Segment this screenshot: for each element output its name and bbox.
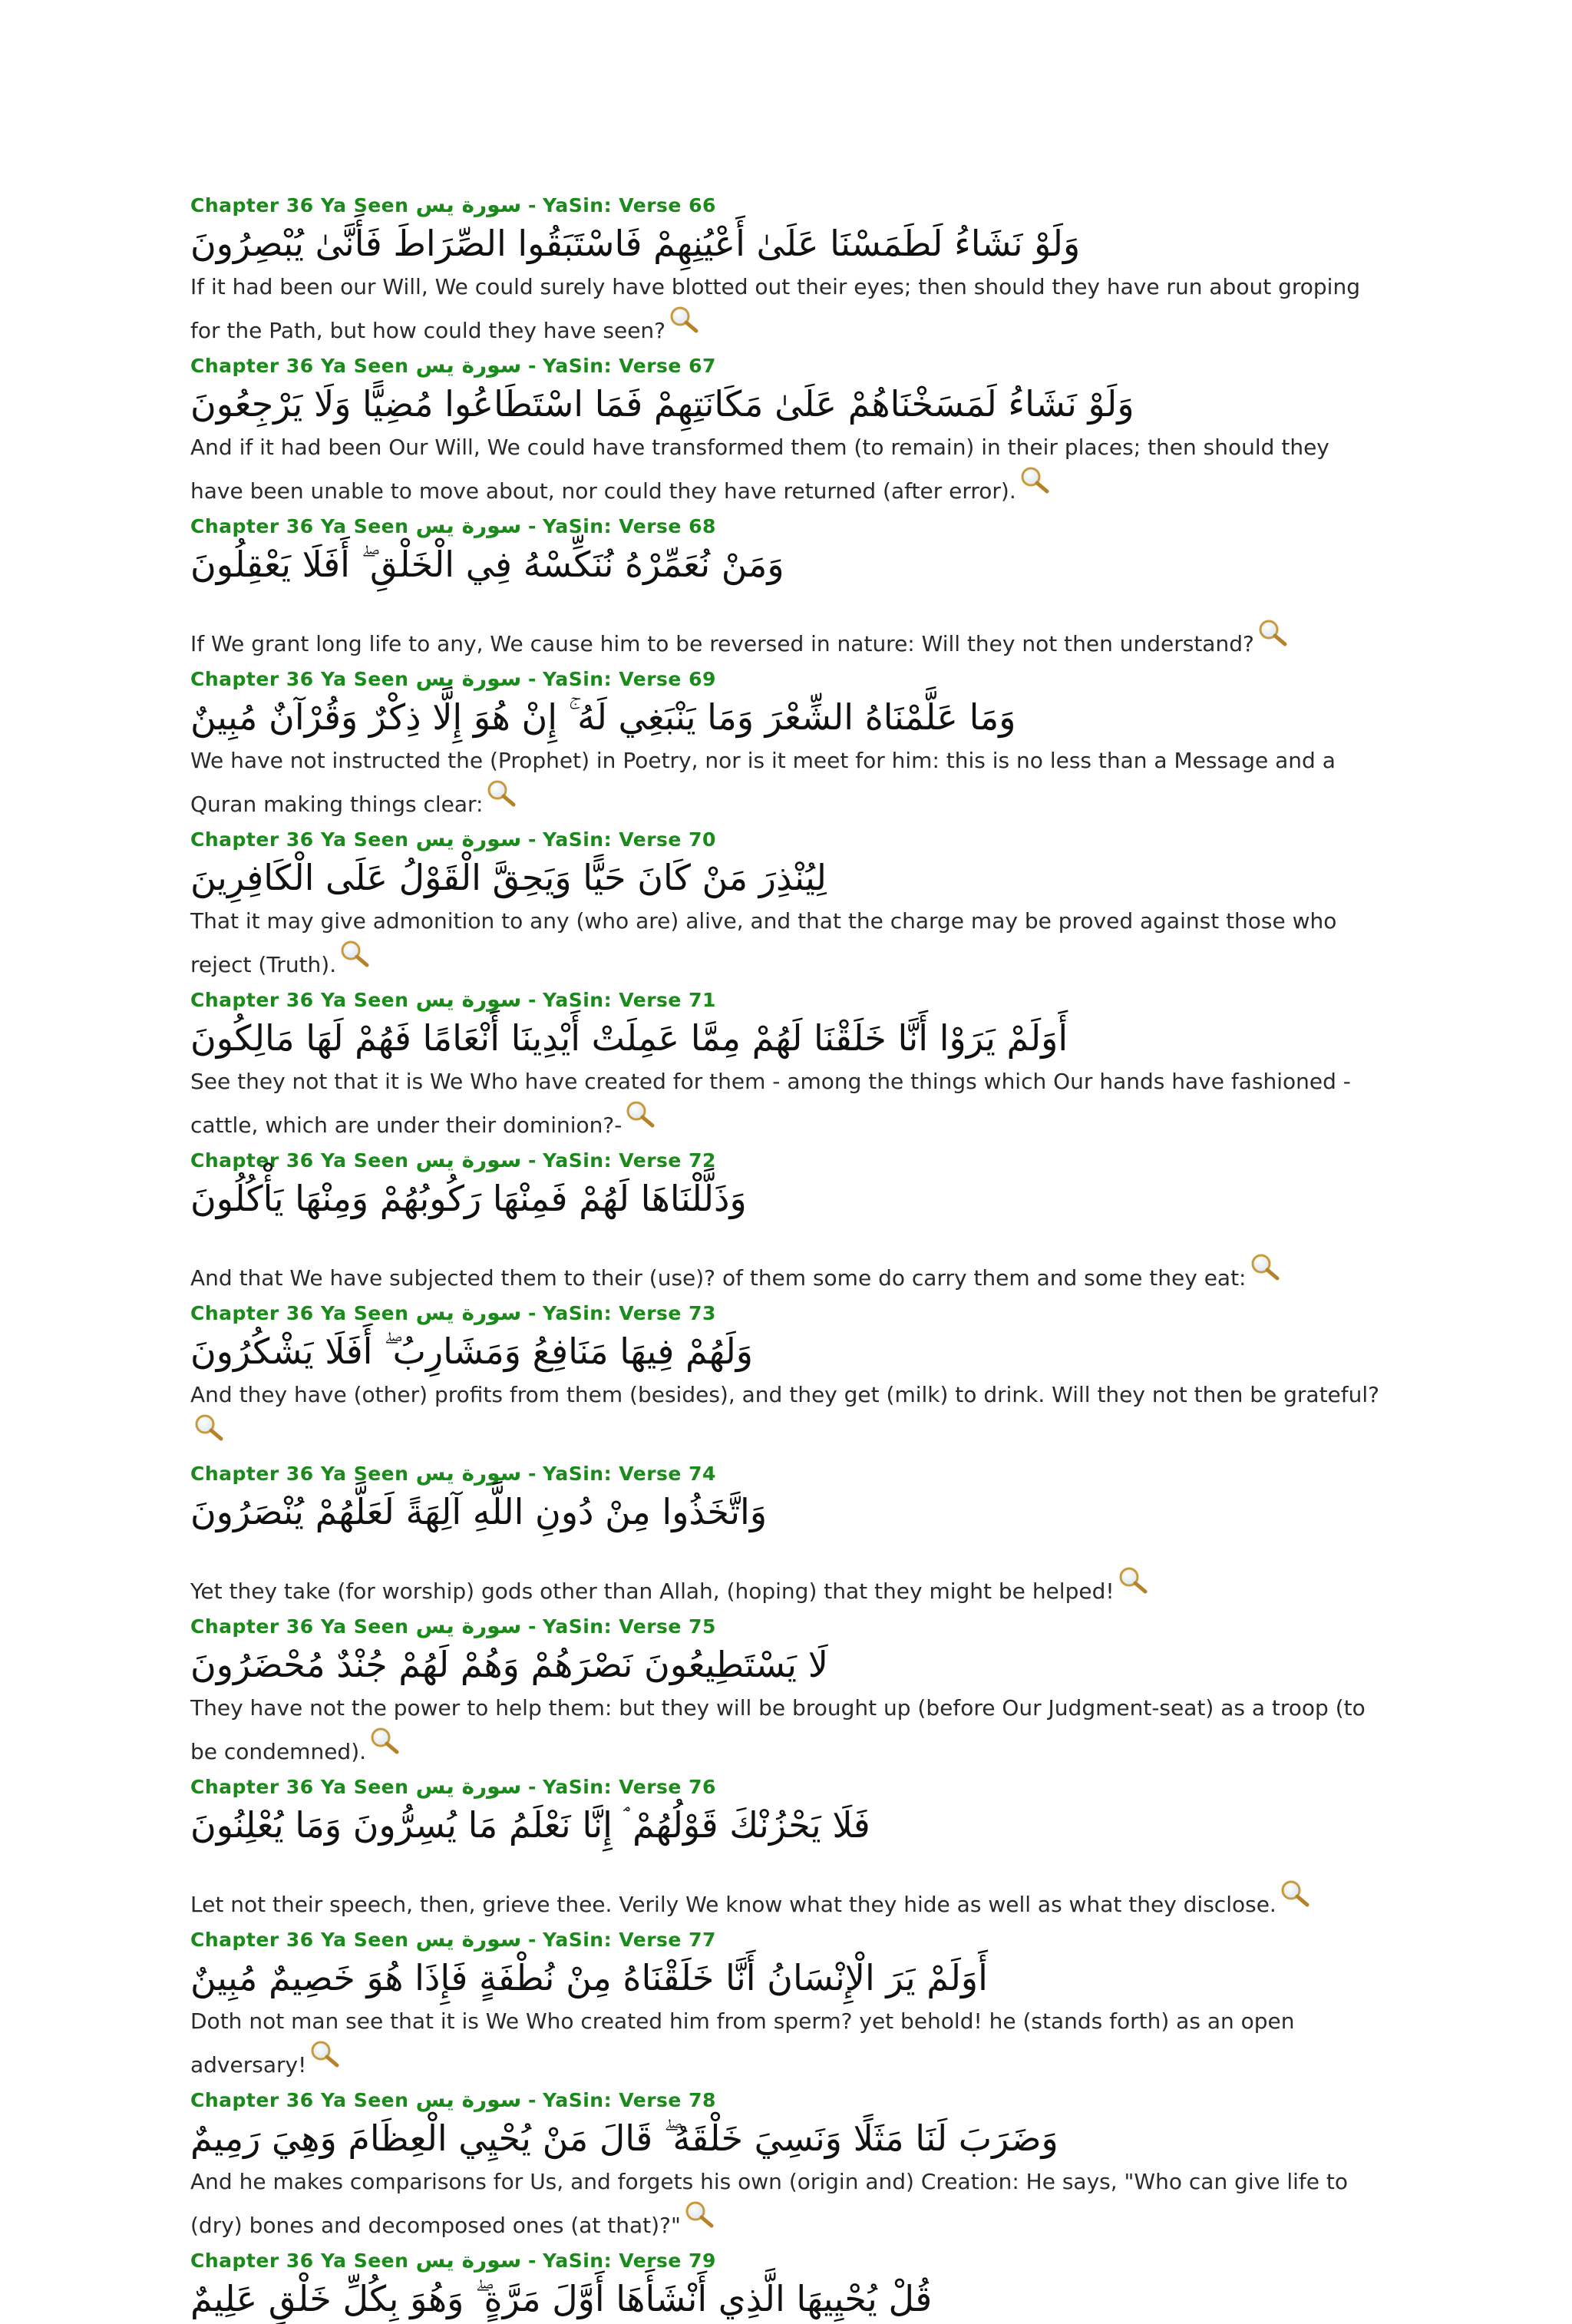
verse-list <box>190 192 1388 2324</box>
arabic-verse-text: أَوَلَمْ يَرَوْا أَنَّا خَلَقْنَا لَهُمْ مِمَّا عَمِلَتْ أَيْدِينَا أَنْعَامًا فَهُمْ لَهَا مَالِكُونَ <box>190 1017 1068 1059</box>
arabic-verse-text: وَلَوْ نَشَاءُ لَمَسَخْنَاهُمْ عَلَىٰ مَكَانَتِهِمْ فَمَا اسْتَطَاعُوا مُضِيًّا وَلَا يَرْجِعُونَ <box>190 383 1134 425</box>
arabic-verse-text: فَلَا يَحْزُنْكَ قَوْلُهُمْ ۘ إِنَّا نَعْلَمُ مَا يُسِرُّونَ وَمَا يُعْلِنُونَ <box>190 1804 870 1846</box>
arabic-verse-text: وَلَوْ نَشَاءُ لَطَمَسْنَا عَلَىٰ أَعْيُنِهِمْ فَاسْتَبَقُوا الصِّرَاطَ فَأَنَّىٰ يُبْصِرُونَ <box>190 223 1081 264</box>
verse-66 <box>190 192 1388 349</box>
translation-text: If We grant long life to any, We cause him to be reversed in nature: Will they not then understand? <box>190 619 1388 663</box>
magnifier-icon[interactable] <box>1019 466 1050 494</box>
translation-text: And that We have subjected them to their (use)? of them some do carry them and some they eat: <box>190 1253 1388 1297</box>
translation-text: Let not their speech, then, grieve thee. Verily We know what they hide as well as what they disclose. <box>190 1879 1388 1923</box>
magnifier-icon[interactable] <box>193 1413 224 1441</box>
verse-heading: Chapter 36 Ya Seen سورة يس - YaSin: Verse 68 <box>190 513 716 538</box>
verse-heading: Chapter 36 Ya Seen سورة يس - YaSin: Verse 79 <box>190 2247 716 2273</box>
magnifier-icon[interactable] <box>369 1727 400 1754</box>
verse-78 <box>190 2087 1388 2244</box>
verse-heading: Chapter 36 Ya Seen سورة يس - YaSin: Verse 71 <box>190 987 716 1012</box>
verse-67 <box>190 352 1388 510</box>
arabic-verse-text: وَذَلَّلْنَاهَا لَهُمْ فَمِنْهَا رَكُوبُهُمْ وَمِنْهَا يَأْكُلُونَ <box>190 1178 747 1219</box>
verse-heading: Chapter 36 Ya Seen سورة يس - YaSin: Verse 70 <box>190 826 716 851</box>
magnifier-icon[interactable] <box>309 2040 340 2068</box>
arabic-verse-text: أَوَلَمْ يَرَ الْإِنْسَانُ أَنَّا خَلَقْنَاهُ مِنْ نُطْفَةٍ فَإِذَا هُوَ خَصِيمٌ مُبِينٌ <box>190 1957 988 1998</box>
arabic-verse-text: قُلْ يُحْيِيهَا الَّذِي أَنْشَأَهَا أَوَّلَ مَرَّةٍ ۖ وَهُوَ بِكُلِّ خَلْقٍ عَلِيمٌ <box>190 2278 933 2319</box>
magnifier-icon[interactable] <box>339 940 370 967</box>
verse-heading: Chapter 36 Ya Seen سورة يس - YaSin: Verse 73 <box>190 1300 716 1325</box>
arabic-verse-text: وَلَهُمْ فِيهَا مَنَافِعُ وَمَشَارِبُ ۖ أَفَلَا يَشْكُرُونَ <box>190 1331 754 1372</box>
verse-75 <box>190 1613 1388 1770</box>
verse-heading: Chapter 36 Ya Seen سورة يس - YaSin: Verse 66 <box>190 192 716 217</box>
magnifier-icon[interactable] <box>1280 1879 1310 1907</box>
translation-text: That it may give admonition to any (who are) alive, and that the charge may be proved against those who reject (Truth). <box>190 908 1337 977</box>
verse-71 <box>190 987 1388 1144</box>
verse-68 <box>190 513 1388 663</box>
translation-text: See they not that it is We Who have created for them - among the things which Our hands have fashioned - cattle, which are under their dominion?- <box>190 1069 1351 1138</box>
verse-heading: Chapter 36 Ya Seen سورة يس - YaSin: Verse 67 <box>190 352 716 378</box>
verse-76 <box>190 1774 1388 1923</box>
arabic-verse-text: وَمَا عَلَّمْنَاهُ الشِّعْرَ وَمَا يَنْبَغِي لَهُ ۚ إِنْ هُوَ إِلَّا ذِكْرٌ وَقُرْآنٌ مُبِينٌ <box>190 696 1016 738</box>
verse-72 <box>190 1147 1388 1297</box>
arabic-verse-text: وَاتَّخَذُوا مِنْ دُونِ اللَّهِ آلِهَةً لَعَلَّهُمْ يُنْصَرُونَ <box>190 1491 768 1532</box>
verse-heading: Chapter 36 Ya Seen سورة يس - YaSin: Verse 75 <box>190 1613 716 1638</box>
translation-text: And they have (other) profits from them (besides), and they get (milk) to drink. Will they not then be grateful? <box>190 1377 1388 1457</box>
translation-text: And if it had been Our Will, We could have transformed them (to remain) in their places; then should they have been unable to move about, nor could they have returned (after error). <box>190 435 1329 504</box>
verse-74 <box>190 1460 1388 1610</box>
magnifier-icon[interactable] <box>1257 619 1288 646</box>
magnifier-icon[interactable] <box>486 779 517 807</box>
arabic-verse-text: وَضَرَبَ لَنَا مَثَلًا وَنَسِيَ خَلْقَهُ ۖ قَالَ مَنْ يُحْيِي الْعِظَامَ وَهِيَ رَمِيمٌ <box>190 2117 1058 2159</box>
verse-heading: Chapter 36 Ya Seen سورة يس - YaSin: Verse 77 <box>190 1926 716 1952</box>
magnifier-icon[interactable] <box>625 1100 656 1128</box>
arabic-verse-text: لَا يَسْتَطِيعُونَ نَصْرَهُمْ وَهُمْ لَهُمْ جُنْدٌ مُحْضَرُونَ <box>190 1644 828 1685</box>
magnifier-icon[interactable] <box>669 306 699 333</box>
verse-heading: Chapter 36 Ya Seen سورة يس - YaSin: Verse 74 <box>190 1460 716 1486</box>
verse-heading: Chapter 36 Ya Seen سورة يس - YaSin: Verse 78 <box>190 2087 716 2112</box>
verse-69 <box>190 666 1388 823</box>
magnifier-icon[interactable] <box>1118 1566 1148 1594</box>
magnifier-icon[interactable] <box>684 2200 715 2228</box>
magnifier-icon[interactable] <box>1250 1253 1280 1281</box>
arabic-verse-text: لِيُنْذِرَ مَنْ كَانَ حَيًّا وَيَحِقَّ الْقَوْلُ عَلَى الْكَافِرِينَ <box>190 857 827 898</box>
verse-70 <box>190 826 1388 983</box>
verse-77 <box>190 1926 1388 2084</box>
translation-text: If it had been our Will, We could surely have blotted out their eyes; then should they have run about groping for the Path, but how could they have seen? <box>190 274 1360 343</box>
translation-text: And he makes comparisons for Us, and forgets his own (origin and) Creation: He says, "Who can give life to (dry) bones and decomposed ones (at that)?" <box>190 2169 1348 2238</box>
translation-text: They have not the power to help them: but they will be brought up (before Our Judgment-seat) as a troop (to be condemned). <box>190 1695 1366 1764</box>
translation-text: Doth not man see that it is We Who created him from sperm? yet behold! he (stands forth) as an open adversary! <box>190 2008 1295 2078</box>
arabic-verse-text: وَمَنْ نُعَمِّرْهُ نُنَكِّسْهُ فِي الْخَلْقِ ۖ أَفَلَا يَعْقِلُونَ <box>190 544 784 585</box>
translation-text: We have not instructed the (Prophet) in Poetry, nor is it meet for him: this is no less than a Message and a Quran making things clear: <box>190 748 1336 817</box>
verse-73 <box>190 1300 1388 1457</box>
verse-heading: Chapter 36 Ya Seen سورة يس - YaSin: Verse 69 <box>190 666 716 691</box>
verse-79 <box>190 2247 1388 2324</box>
translation-text: Yet they take (for worship) gods other than Allah, (hoping) that they might be helped! <box>190 1566 1388 1610</box>
verse-heading: Chapter 36 Ya Seen سورة يس - YaSin: Verse 76 <box>190 1774 716 1799</box>
verse-heading: Chapter 36 Ya Seen سورة يس - YaSin: Verse 72 <box>190 1147 716 1172</box>
